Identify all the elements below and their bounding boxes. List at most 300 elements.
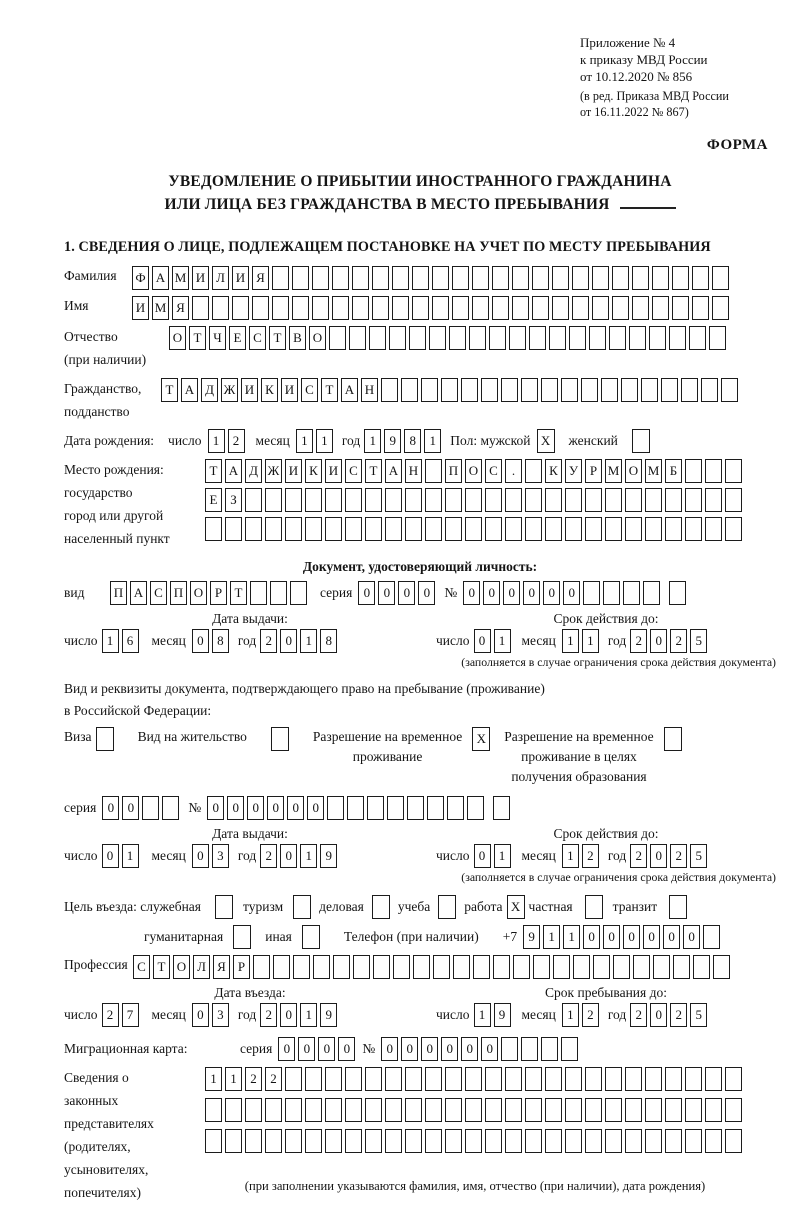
char-cell[interactable] <box>385 1098 402 1122</box>
char-cell[interactable] <box>485 488 502 512</box>
char-cell[interactable]: 0 <box>421 1037 438 1061</box>
char-cell[interactable]: 0 <box>483 581 500 605</box>
char-cell[interactable]: Т <box>205 459 222 483</box>
char-cell[interactable]: 2 <box>670 1003 687 1027</box>
char-cell[interactable] <box>669 581 686 605</box>
char-cell[interactable] <box>665 1098 682 1122</box>
char-cell[interactable] <box>493 955 510 979</box>
profession-cells[interactable] <box>133 955 733 979</box>
char-cell[interactable]: 8 <box>404 429 421 453</box>
char-cell[interactable]: 0 <box>278 1037 295 1061</box>
char-cell[interactable]: 9 <box>523 925 540 949</box>
doc-issue-year-cells[interactable] <box>260 629 340 653</box>
char-cell[interactable] <box>205 517 222 541</box>
char-cell[interactable]: 5 <box>690 844 707 868</box>
char-cell[interactable] <box>709 326 726 350</box>
char-cell[interactable] <box>585 488 602 512</box>
char-cell[interactable]: П <box>110 581 127 605</box>
char-cell[interactable]: П <box>170 581 187 605</box>
char-cell[interactable] <box>492 296 509 320</box>
char-cell[interactable] <box>305 1129 322 1153</box>
char-cell[interactable] <box>685 517 702 541</box>
char-cell[interactable]: 2 <box>228 429 245 453</box>
char-cell[interactable] <box>552 296 569 320</box>
char-cell[interactable]: 1 <box>300 844 317 868</box>
char-cell[interactable]: 1 <box>296 429 313 453</box>
char-cell[interactable] <box>605 1067 622 1091</box>
char-cell[interactable]: 8 <box>212 629 229 653</box>
char-cell[interactable] <box>725 1129 742 1153</box>
char-cell[interactable]: А <box>385 459 402 483</box>
char-cell[interactable] <box>225 1129 242 1153</box>
char-cell[interactable] <box>405 517 422 541</box>
char-cell[interactable] <box>305 517 322 541</box>
char-cell[interactable] <box>632 266 649 290</box>
char-cell[interactable] <box>192 296 209 320</box>
char-cell[interactable] <box>681 378 698 402</box>
char-cell[interactable]: Т <box>230 581 247 605</box>
char-cell[interactable] <box>705 1129 722 1153</box>
char-cell[interactable] <box>653 955 670 979</box>
char-cell[interactable] <box>525 1129 542 1153</box>
char-cell[interactable] <box>705 517 722 541</box>
char-cell[interactable]: 1 <box>102 629 119 653</box>
char-cell[interactable] <box>225 1098 242 1122</box>
citizenship-cells[interactable] <box>161 378 741 402</box>
char-cell[interactable]: Р <box>233 955 250 979</box>
char-cell[interactable]: 9 <box>320 1003 337 1027</box>
doc-issue-month-cells[interactable] <box>192 629 232 653</box>
char-cell[interactable]: 0 <box>503 581 520 605</box>
permit-issue-day-cells[interactable] <box>102 844 142 868</box>
doc-series-cells[interactable] <box>358 581 438 605</box>
char-cell[interactable] <box>425 1067 442 1091</box>
permit-issue-month-cells[interactable] <box>192 844 232 868</box>
char-cell[interactable]: 0 <box>280 844 297 868</box>
char-cell[interactable]: 0 <box>543 581 560 605</box>
char-cell[interactable] <box>673 955 690 979</box>
char-cell[interactable]: 1 <box>300 629 317 653</box>
char-cell[interactable] <box>625 1067 642 1091</box>
char-cell[interactable] <box>525 459 542 483</box>
char-cell[interactable]: И <box>281 378 298 402</box>
char-cell[interactable] <box>252 296 269 320</box>
doc-number-cells[interactable] <box>463 581 663 605</box>
char-cell[interactable]: 0 <box>563 581 580 605</box>
char-cell[interactable] <box>245 1098 262 1122</box>
char-cell[interactable] <box>669 326 686 350</box>
char-cell[interactable] <box>645 1129 662 1153</box>
char-cell[interactable]: Т <box>321 378 338 402</box>
char-cell[interactable] <box>205 1098 222 1122</box>
char-cell[interactable] <box>425 459 442 483</box>
char-cell[interactable] <box>473 955 490 979</box>
char-cell[interactable]: Н <box>405 459 422 483</box>
char-cell[interactable] <box>425 1129 442 1153</box>
char-cell[interactable]: 1 <box>474 1003 491 1027</box>
char-cell[interactable]: Ф <box>132 266 149 290</box>
char-cell[interactable] <box>501 378 518 402</box>
char-cell[interactable] <box>705 1098 722 1122</box>
char-cell[interactable] <box>405 1098 422 1122</box>
char-cell[interactable] <box>545 1129 562 1153</box>
char-cell[interactable] <box>565 488 582 512</box>
char-cell[interactable] <box>652 296 669 320</box>
char-cell[interactable] <box>513 955 530 979</box>
purpose-tourism-checkbox[interactable] <box>293 895 311 919</box>
stay-day-cells[interactable] <box>474 1003 514 1027</box>
char-cell[interactable]: 2 <box>260 844 277 868</box>
char-cell[interactable] <box>425 488 442 512</box>
char-cell[interactable] <box>649 326 666 350</box>
char-cell[interactable] <box>641 378 658 402</box>
char-cell[interactable] <box>645 488 662 512</box>
purpose-private-checkbox[interactable] <box>585 895 603 919</box>
permit-valid-month-cells[interactable] <box>562 844 602 868</box>
char-cell[interactable] <box>512 266 529 290</box>
char-cell[interactable] <box>453 955 470 979</box>
char-cell[interactable]: 0 <box>463 581 480 605</box>
char-cell[interactable]: Ч <box>209 326 226 350</box>
char-cell[interactable]: 0 <box>280 629 297 653</box>
char-cell[interactable] <box>441 378 458 402</box>
char-cell[interactable] <box>705 488 722 512</box>
char-cell[interactable] <box>569 326 586 350</box>
doc-valid-month-cells[interactable] <box>562 629 602 653</box>
char-cell[interactable] <box>449 326 466 350</box>
char-cell[interactable] <box>465 1129 482 1153</box>
char-cell[interactable] <box>265 488 282 512</box>
char-cell[interactable] <box>472 266 489 290</box>
char-cell[interactable] <box>592 266 609 290</box>
char-cell[interactable] <box>292 266 309 290</box>
stay-month-cells[interactable] <box>562 1003 602 1027</box>
char-cell[interactable] <box>525 1067 542 1091</box>
char-cell[interactable] <box>365 517 382 541</box>
char-cell[interactable]: О <box>190 581 207 605</box>
char-cell[interactable] <box>285 517 302 541</box>
char-cell[interactable]: 0 <box>192 844 209 868</box>
char-cell[interactable] <box>373 955 390 979</box>
char-cell[interactable]: 1 <box>562 844 579 868</box>
char-cell[interactable] <box>162 796 179 820</box>
char-cell[interactable] <box>625 488 642 512</box>
doc-valid-year-cells[interactable] <box>630 629 710 653</box>
patronymic-cells[interactable] <box>169 326 729 350</box>
char-cell[interactable]: 2 <box>630 629 647 653</box>
char-cell[interactable]: М <box>645 459 662 483</box>
char-cell[interactable] <box>332 266 349 290</box>
char-cell[interactable]: 9 <box>494 1003 511 1027</box>
char-cell[interactable] <box>347 796 364 820</box>
char-cell[interactable] <box>612 266 629 290</box>
char-cell[interactable]: У <box>565 459 582 483</box>
char-cell[interactable]: 2 <box>245 1067 262 1091</box>
char-cell[interactable]: 0 <box>298 1037 315 1061</box>
char-cell[interactable] <box>565 1129 582 1153</box>
char-cell[interactable] <box>369 326 386 350</box>
char-cell[interactable] <box>432 296 449 320</box>
char-cell[interactable] <box>465 517 482 541</box>
char-cell[interactable] <box>505 517 522 541</box>
char-cell[interactable] <box>589 326 606 350</box>
birth-year-cells[interactable] <box>364 429 444 453</box>
char-cell[interactable] <box>372 266 389 290</box>
char-cell[interactable]: 0 <box>280 1003 297 1027</box>
char-cell[interactable]: И <box>232 266 249 290</box>
char-cell[interactable] <box>385 517 402 541</box>
char-cell[interactable]: А <box>225 459 242 483</box>
char-cell[interactable]: В <box>289 326 306 350</box>
char-cell[interactable]: М <box>172 266 189 290</box>
char-cell[interactable] <box>333 955 350 979</box>
given-name-cells[interactable] <box>132 296 732 320</box>
char-cell[interactable]: 1 <box>208 429 225 453</box>
char-cell[interactable] <box>365 1129 382 1153</box>
doc-issue-day-cells[interactable] <box>102 629 142 653</box>
char-cell[interactable] <box>521 378 538 402</box>
visa-checkbox[interactable] <box>96 727 114 751</box>
char-cell[interactable] <box>272 266 289 290</box>
permit-series-cells[interactable] <box>102 796 182 820</box>
char-cell[interactable] <box>405 1067 422 1091</box>
char-cell[interactable] <box>603 581 620 605</box>
char-cell[interactable]: 0 <box>683 925 700 949</box>
char-cell[interactable]: 6 <box>122 629 139 653</box>
char-cell[interactable]: Е <box>229 326 246 350</box>
char-cell[interactable] <box>689 326 706 350</box>
char-cell[interactable] <box>485 1098 502 1122</box>
char-cell[interactable] <box>273 955 290 979</box>
char-cell[interactable]: 9 <box>320 844 337 868</box>
char-cell[interactable] <box>445 1098 462 1122</box>
char-cell[interactable]: 0 <box>583 925 600 949</box>
entry-day-cells[interactable] <box>102 1003 142 1027</box>
char-cell[interactable]: Т <box>269 326 286 350</box>
char-cell[interactable] <box>685 488 702 512</box>
char-cell[interactable] <box>205 1129 222 1153</box>
char-cell[interactable] <box>525 517 542 541</box>
char-cell[interactable] <box>365 1098 382 1122</box>
birth-month-cells[interactable] <box>296 429 336 453</box>
char-cell[interactable]: 0 <box>207 796 224 820</box>
char-cell[interactable] <box>705 1067 722 1091</box>
char-cell[interactable] <box>525 488 542 512</box>
birthplace-row2-cells[interactable] <box>205 488 745 512</box>
char-cell[interactable]: Д <box>245 459 262 483</box>
char-cell[interactable]: Р <box>585 459 602 483</box>
char-cell[interactable] <box>592 296 609 320</box>
char-cell[interactable] <box>272 296 289 320</box>
char-cell[interactable] <box>645 1098 662 1122</box>
doc-kind-cells[interactable] <box>110 581 310 605</box>
char-cell[interactable] <box>349 326 366 350</box>
entry-year-cells[interactable] <box>260 1003 340 1027</box>
char-cell[interactable] <box>701 378 718 402</box>
char-cell[interactable] <box>585 517 602 541</box>
char-cell[interactable] <box>509 326 526 350</box>
char-cell[interactable] <box>425 517 442 541</box>
char-cell[interactable]: 0 <box>358 581 375 605</box>
temp-permit-edu-checkbox[interactable] <box>664 727 682 751</box>
doc-number-extra-cell[interactable] <box>669 581 689 605</box>
char-cell[interactable] <box>665 1067 682 1091</box>
char-cell[interactable] <box>605 1098 622 1122</box>
char-cell[interactable] <box>545 517 562 541</box>
char-cell[interactable] <box>725 488 742 512</box>
char-cell[interactable]: А <box>130 581 147 605</box>
char-cell[interactable]: Н <box>361 378 378 402</box>
char-cell[interactable]: О <box>465 459 482 483</box>
char-cell[interactable] <box>385 488 402 512</box>
char-cell[interactable] <box>332 296 349 320</box>
char-cell[interactable]: 1 <box>364 429 381 453</box>
char-cell[interactable] <box>561 1037 578 1061</box>
char-cell[interactable] <box>623 581 640 605</box>
char-cell[interactable]: С <box>301 378 318 402</box>
char-cell[interactable] <box>692 266 709 290</box>
char-cell[interactable]: З <box>225 488 242 512</box>
char-cell[interactable]: 9 <box>384 429 401 453</box>
char-cell[interactable] <box>385 1129 402 1153</box>
char-cell[interactable] <box>621 378 638 402</box>
char-cell[interactable] <box>345 1098 362 1122</box>
char-cell[interactable] <box>352 266 369 290</box>
char-cell[interactable] <box>693 955 710 979</box>
char-cell[interactable] <box>245 1129 262 1153</box>
char-cell[interactable]: К <box>261 378 278 402</box>
rep-row2-cells[interactable] <box>205 1098 745 1122</box>
char-cell[interactable] <box>445 1067 462 1091</box>
char-cell[interactable] <box>613 955 630 979</box>
char-cell[interactable]: 1 <box>494 844 511 868</box>
char-cell[interactable]: 0 <box>338 1037 355 1061</box>
char-cell[interactable] <box>293 955 310 979</box>
char-cell[interactable] <box>325 1067 342 1091</box>
char-cell[interactable] <box>467 796 484 820</box>
char-cell[interactable]: М <box>152 296 169 320</box>
char-cell[interactable] <box>485 1129 502 1153</box>
char-cell[interactable] <box>713 955 730 979</box>
birthplace-row1-cells[interactable] <box>205 459 745 483</box>
char-cell[interactable] <box>609 326 626 350</box>
char-cell[interactable]: 0 <box>192 1003 209 1027</box>
char-cell[interactable] <box>325 517 342 541</box>
char-cell[interactable]: Я <box>213 955 230 979</box>
char-cell[interactable]: 0 <box>650 1003 667 1027</box>
char-cell[interactable]: А <box>181 378 198 402</box>
char-cell[interactable] <box>425 1098 442 1122</box>
char-cell[interactable]: 0 <box>192 629 209 653</box>
char-cell[interactable] <box>725 1098 742 1122</box>
char-cell[interactable] <box>541 378 558 402</box>
char-cell[interactable] <box>421 378 438 402</box>
char-cell[interactable] <box>581 378 598 402</box>
char-cell[interactable]: Д <box>201 378 218 402</box>
char-cell[interactable] <box>465 1067 482 1091</box>
char-cell[interactable]: Б <box>665 459 682 483</box>
char-cell[interactable] <box>553 955 570 979</box>
char-cell[interactable] <box>429 326 446 350</box>
purpose-transit-checkbox[interactable] <box>669 895 687 919</box>
char-cell[interactable]: А <box>152 266 169 290</box>
char-cell[interactable] <box>685 459 702 483</box>
char-cell[interactable]: С <box>345 459 362 483</box>
char-cell[interactable]: И <box>132 296 149 320</box>
char-cell[interactable] <box>645 517 662 541</box>
char-cell[interactable] <box>505 488 522 512</box>
char-cell[interactable] <box>325 1098 342 1122</box>
char-cell[interactable]: 0 <box>481 1037 498 1061</box>
char-cell[interactable]: С <box>133 955 150 979</box>
char-cell[interactable] <box>532 296 549 320</box>
char-cell[interactable] <box>721 378 738 402</box>
char-cell[interactable] <box>353 955 370 979</box>
char-cell[interactable] <box>489 326 506 350</box>
char-cell[interactable] <box>285 1129 302 1153</box>
char-cell[interactable] <box>387 796 404 820</box>
char-cell[interactable] <box>533 955 550 979</box>
char-cell[interactable] <box>447 796 464 820</box>
char-cell[interactable]: Т <box>189 326 206 350</box>
char-cell[interactable] <box>632 296 649 320</box>
char-cell[interactable] <box>385 1067 402 1091</box>
char-cell[interactable] <box>352 296 369 320</box>
char-cell[interactable] <box>572 296 589 320</box>
char-cell[interactable]: 5 <box>690 629 707 653</box>
char-cell[interactable]: Я <box>172 296 189 320</box>
char-cell[interactable] <box>472 296 489 320</box>
char-cell[interactable] <box>305 488 322 512</box>
char-cell[interactable] <box>413 955 430 979</box>
char-cell[interactable] <box>565 1098 582 1122</box>
char-cell[interactable]: 0 <box>102 796 119 820</box>
char-cell[interactable] <box>545 1067 562 1091</box>
char-cell[interactable]: 0 <box>318 1037 335 1061</box>
char-cell[interactable] <box>625 517 642 541</box>
char-cell[interactable] <box>412 296 429 320</box>
char-cell[interactable] <box>329 326 346 350</box>
char-cell[interactable]: 1 <box>316 429 333 453</box>
char-cell[interactable]: И <box>285 459 302 483</box>
char-cell[interactable] <box>367 796 384 820</box>
char-cell[interactable] <box>505 1129 522 1153</box>
char-cell[interactable] <box>327 796 344 820</box>
char-cell[interactable] <box>432 266 449 290</box>
char-cell[interactable] <box>427 796 444 820</box>
char-cell[interactable]: 0 <box>267 796 284 820</box>
char-cell[interactable] <box>452 296 469 320</box>
char-cell[interactable]: . <box>505 459 522 483</box>
char-cell[interactable] <box>212 296 229 320</box>
char-cell[interactable]: 0 <box>603 925 620 949</box>
char-cell[interactable] <box>401 378 418 402</box>
char-cell[interactable] <box>392 296 409 320</box>
char-cell[interactable]: 0 <box>643 925 660 949</box>
char-cell[interactable] <box>549 326 566 350</box>
char-cell[interactable]: 2 <box>260 1003 277 1027</box>
char-cell[interactable]: 1 <box>424 429 441 453</box>
char-cell[interactable] <box>365 488 382 512</box>
char-cell[interactable] <box>345 517 362 541</box>
char-cell[interactable]: 1 <box>582 629 599 653</box>
char-cell[interactable] <box>405 488 422 512</box>
char-cell[interactable]: Ж <box>221 378 238 402</box>
char-cell[interactable]: 0 <box>650 844 667 868</box>
char-cell[interactable]: 0 <box>227 796 244 820</box>
char-cell[interactable] <box>521 1037 538 1061</box>
char-cell[interactable]: 0 <box>381 1037 398 1061</box>
